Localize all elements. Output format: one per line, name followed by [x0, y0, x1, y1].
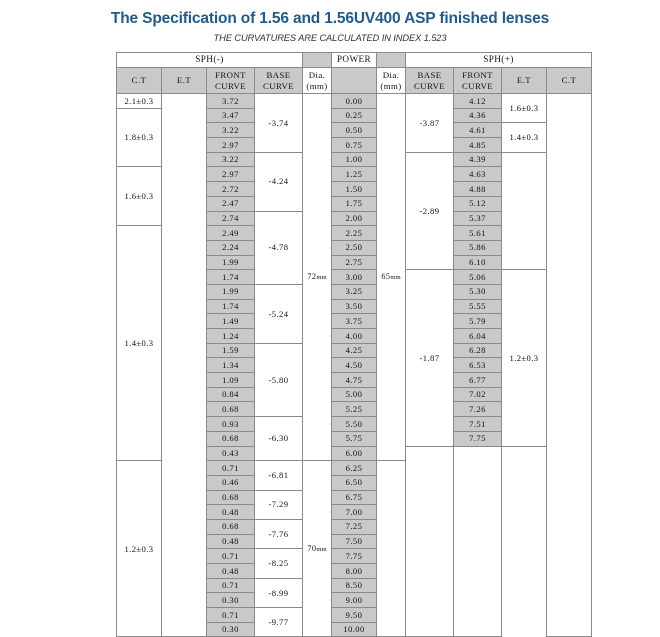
front-curve-left-value: 0.68	[207, 519, 255, 534]
header-front-curve-right-line2: CURVE	[461, 80, 494, 91]
front-curve-left-value: 1.99	[207, 284, 255, 299]
spec-table-container	[116, 52, 577, 637]
base-curve-left-value: -4.78	[255, 211, 303, 284]
front-curve-right-value: 5.12	[454, 196, 502, 211]
header-base-curve-left	[255, 68, 303, 94]
header-base-curve-left-line2: CURVE	[262, 80, 295, 91]
header-et-right: E.T	[502, 68, 547, 94]
power-value: 4.00	[332, 329, 377, 344]
ct-left-value: 2.1±0.3	[117, 94, 162, 109]
front-curve-right-value: 5.06	[454, 270, 502, 285]
power-value: 7.75	[332, 549, 377, 564]
front-curve-right-value: 7.75	[454, 431, 502, 446]
header-dia-left	[303, 68, 332, 94]
base-curve-right-value: -1.87	[406, 270, 454, 446]
front-curve-left-value: 3.22	[207, 123, 255, 138]
front-curve-left-value: 0.93	[207, 417, 255, 432]
front-curve-left-value: 0.48	[207, 564, 255, 579]
header-front-curve-left	[207, 68, 255, 94]
front-curve-left-value: 2.97	[207, 138, 255, 153]
power-value: 10.00	[332, 622, 377, 637]
front-curve-left-value: 0.68	[207, 490, 255, 505]
header-sph-minus: SPH(-)	[117, 53, 303, 68]
front-curve-right-value: 6.28	[454, 343, 502, 358]
front-curve-right-value: 4.85	[454, 138, 502, 153]
dia-left-value: 72mm	[303, 94, 332, 461]
ct-right-value	[547, 94, 592, 637]
front-curve-left-value: 0.43	[207, 446, 255, 461]
header-ct-left: C.T	[117, 68, 162, 94]
power-value: 5.75	[332, 431, 377, 446]
power-value: 7.25	[332, 519, 377, 534]
front-curve-left-value: 2.47	[207, 196, 255, 211]
front-curve-left-value: 3.47	[207, 108, 255, 123]
power-value: 7.50	[332, 534, 377, 549]
front-curve-right-value: 4.88	[454, 182, 502, 197]
front-curve-left-value: 0.71	[207, 549, 255, 564]
front-curve-left-value: 1.99	[207, 255, 255, 270]
front-curve-left-value: 0.71	[207, 578, 255, 593]
front-curve-right-value: 4.63	[454, 167, 502, 182]
front-curve-left-value: 0.48	[207, 534, 255, 549]
front-curve-right-value: 5.86	[454, 240, 502, 255]
power-value: 0.00	[332, 94, 377, 109]
base-curve-left-value: -9.77	[255, 608, 303, 637]
dia-right-value: 65mm	[377, 94, 406, 461]
power-value: 2.25	[332, 226, 377, 241]
power-value: 1.75	[332, 196, 377, 211]
header-front-curve-left-line1: FRONT	[215, 70, 246, 81]
front-curve-right-value: 4.36	[454, 108, 502, 123]
front-curve-left-value: 1.74	[207, 299, 255, 314]
page-title: The Specification of 1.56 and 1.56UV400 ASP finished lenses	[110, 10, 550, 27]
table-row	[117, 94, 592, 109]
power-value: 3.75	[332, 314, 377, 329]
front-curve-right-value: 4.12	[454, 94, 502, 109]
header-blank-dia-right	[377, 53, 406, 68]
base-curve-left-value: -4.24	[255, 152, 303, 211]
dia-right-value	[377, 461, 406, 637]
power-value: 9.50	[332, 608, 377, 623]
front-curve-left-value: 2.72	[207, 182, 255, 197]
front-curve-right-value: 5.61	[454, 226, 502, 241]
header-ct-right: C.T	[547, 68, 592, 94]
front-curve-left-value: 0.71	[207, 608, 255, 623]
front-curve-left-value: 2.24	[207, 240, 255, 255]
front-curve-right-value: 7.02	[454, 387, 502, 402]
power-value: 5.50	[332, 417, 377, 432]
et-right-value	[502, 152, 547, 270]
power-value: 2.00	[332, 211, 377, 226]
power-value: 1.25	[332, 167, 377, 182]
front-curve-left-value: 1.74	[207, 270, 255, 285]
front-curve-left-value: 0.84	[207, 387, 255, 402]
base-curve-right-value: -2.89	[406, 152, 454, 270]
base-curve-left-value: -8.99	[255, 578, 303, 607]
base-curve-right-value	[406, 446, 454, 637]
lens-specification-table	[116, 52, 592, 637]
power-value: 7.00	[332, 505, 377, 520]
front-curve-right-value: 6.77	[454, 373, 502, 388]
front-curve-right-value: 5.55	[454, 299, 502, 314]
et-right-value: 1.6±0.3	[502, 94, 547, 123]
power-value: 2.50	[332, 240, 377, 255]
header-base-curve-right-line2: CURVE	[413, 80, 446, 91]
front-curve-right-value: 4.61	[454, 123, 502, 138]
front-curve-left-value: 0.30	[207, 622, 255, 637]
front-curve-left-value: 0.30	[207, 593, 255, 608]
front-curve-right-value: 6.10	[454, 255, 502, 270]
front-curve-right-value: 7.51	[454, 417, 502, 432]
header-front-curve-right-line1: FRONT	[462, 70, 493, 81]
power-value: 4.75	[332, 373, 377, 388]
page-subtitle: THE CURVATURES ARE CALCULATED IN INDEX 1.523	[213, 33, 447, 43]
front-curve-left-value: 0.71	[207, 461, 255, 476]
header-dia-right	[377, 68, 406, 94]
power-value: 4.50	[332, 358, 377, 373]
power-value: 5.25	[332, 402, 377, 417]
front-curve-right-value: 6.53	[454, 358, 502, 373]
front-curve-left-value: 3.22	[207, 152, 255, 167]
front-curve-left-value: 2.97	[207, 167, 255, 182]
header-dia-left-line2: (mm)	[306, 80, 328, 91]
front-curve-right-value: 5.30	[454, 284, 502, 299]
power-value: 2.75	[332, 255, 377, 270]
base-curve-left-value: -5.24	[255, 284, 303, 343]
header-front-curve-right	[454, 68, 502, 94]
power-value: 0.75	[332, 138, 377, 153]
header-base-curve-left-line1: BASE	[266, 70, 291, 81]
base-curve-left-value: -5.80	[255, 343, 303, 416]
front-curve-right-value: 5.37	[454, 211, 502, 226]
front-curve-left-value: 0.68	[207, 402, 255, 417]
power-value: 4.25	[332, 343, 377, 358]
power-value: 3.50	[332, 299, 377, 314]
power-value: 6.25	[332, 461, 377, 476]
header-dia-right-line2: (mm)	[380, 80, 402, 91]
power-value: 3.25	[332, 284, 377, 299]
header-dia-left-line1: Dia.	[308, 70, 326, 81]
power-value: 8.00	[332, 564, 377, 579]
front-curve-left-value: 2.74	[207, 211, 255, 226]
front-curve-left-value: 1.24	[207, 329, 255, 344]
front-curve-right-value: 5.79	[454, 314, 502, 329]
base-curve-left-value: -7.76	[255, 519, 303, 548]
ct-left-value: 1.8±0.3	[117, 108, 162, 167]
ct-left-value: 1.2±0.3	[117, 461, 162, 637]
header-dia-right-line1: Dia.	[382, 70, 400, 81]
front-curve-left-value: 0.68	[207, 431, 255, 446]
front-curve-left-value: 0.48	[207, 505, 255, 520]
header-front-curve-left-line2: CURVE	[214, 80, 247, 91]
power-value: 9.00	[332, 593, 377, 608]
power-value: 6.00	[332, 446, 377, 461]
ct-left-value: 1.4±0.3	[117, 226, 162, 461]
header-et-left: E.T	[162, 68, 207, 94]
table-header-group-row	[117, 53, 592, 68]
header-power: POWER	[332, 53, 377, 68]
ct-left-value: 1.6±0.3	[117, 167, 162, 226]
base-curve-left-value: -6.81	[255, 461, 303, 490]
power-value: 3.00	[332, 270, 377, 285]
front-curve-left-value: 1.34	[207, 358, 255, 373]
front-curve-right-value: 7.26	[454, 402, 502, 417]
et-right-value: 1.2±0.3	[502, 270, 547, 446]
base-curve-left-value: -6.30	[255, 417, 303, 461]
front-curve-right-value: 4.39	[454, 152, 502, 167]
front-curve-left-value: 1.09	[207, 373, 255, 388]
header-base-curve-right	[406, 68, 454, 94]
front-curve-left-value: 0.46	[207, 475, 255, 490]
table-header-column-row	[117, 68, 592, 94]
table-header	[117, 53, 592, 94]
header-base-curve-right-line1: BASE	[417, 70, 442, 81]
header-sph-plus: SPH(+)	[406, 53, 592, 68]
power-value: 1.00	[332, 152, 377, 167]
power-value: 6.50	[332, 475, 377, 490]
front-curve-right-value	[454, 446, 502, 637]
power-value: 0.25	[332, 108, 377, 123]
front-curve-left-value: 1.59	[207, 343, 255, 358]
header-blank-dia-left	[303, 53, 332, 68]
base-curve-left-value: -3.74	[255, 94, 303, 153]
base-curve-right-value: -3.87	[406, 94, 454, 153]
front-curve-right-value: 6.04	[454, 329, 502, 344]
front-curve-left-value: 2.49	[207, 226, 255, 241]
et-left-value	[162, 94, 207, 637]
header-power-sub	[332, 68, 377, 94]
power-value: 0.50	[332, 123, 377, 138]
base-curve-left-value: -8.25	[255, 549, 303, 578]
dia-left-value: 70mm	[303, 461, 332, 637]
power-value: 1.50	[332, 182, 377, 197]
et-right-value: 1.4±0.3	[502, 123, 547, 152]
base-curve-left-value: -7.29	[255, 490, 303, 519]
front-curve-left-value: 1.49	[207, 314, 255, 329]
front-curve-left-value: 3.72	[207, 94, 255, 109]
power-value: 8.50	[332, 578, 377, 593]
table-body	[117, 94, 592, 637]
power-value: 6.75	[332, 490, 377, 505]
power-value: 5.00	[332, 387, 377, 402]
